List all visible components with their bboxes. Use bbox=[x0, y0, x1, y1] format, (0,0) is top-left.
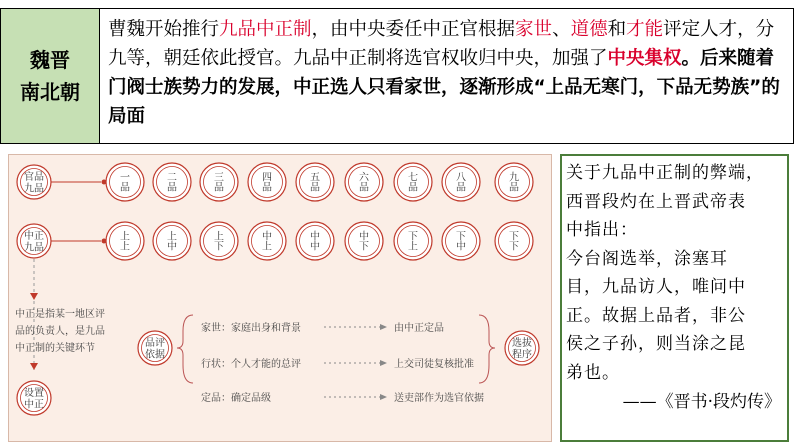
arrow-head bbox=[30, 293, 38, 300]
note-line: 中正是指某一地区评 bbox=[15, 309, 105, 320]
official-rank-label: 一 bbox=[120, 172, 130, 184]
quote-line: 中指出： bbox=[566, 220, 638, 240]
summary-table bbox=[0, 8, 794, 144]
official-rank-label: 品 bbox=[408, 182, 418, 194]
official-rank-label: 九 bbox=[509, 172, 519, 184]
official-rank-label: 七 bbox=[408, 172, 418, 184]
criteria-text: 家世：家庭出身和背景 bbox=[201, 323, 301, 334]
step-text: 上交司徒复核批准 bbox=[394, 359, 474, 370]
official-rank-label: 四 bbox=[262, 172, 272, 184]
quote-line: 正。故据上品者，非公 bbox=[566, 305, 746, 326]
text-segment: 和 bbox=[607, 19, 627, 40]
set-zhongzheng-label: 中正 bbox=[24, 399, 44, 411]
official-rank-label: 品 bbox=[456, 182, 466, 194]
note-line: 中正制的关键环节 bbox=[15, 343, 95, 354]
criteria-arrow bbox=[380, 394, 387, 400]
left-brace bbox=[177, 315, 193, 383]
zhongzheng-rank-label: 中 bbox=[262, 231, 272, 243]
text-segment: 评定人才，分九等，朝廷依此授官。九品中正制将选官权收归中央，加强了 bbox=[108, 19, 775, 69]
zhongzheng-rank-label: 中 bbox=[359, 231, 369, 243]
official-rank-label: 品 bbox=[120, 182, 130, 194]
set-zhongzheng-label: 设置 bbox=[24, 387, 44, 399]
quote-line: 关于九品中正制的弊端， bbox=[566, 163, 764, 183]
row2-header-label: 九品 bbox=[24, 242, 44, 254]
zhongzheng-rank-label: 上 bbox=[120, 231, 130, 243]
official-rank-label: 品 bbox=[359, 182, 369, 194]
zhongzheng-rank-label: 中 bbox=[310, 241, 320, 253]
zhongzheng-rank-label: 下 bbox=[214, 241, 224, 253]
official-rank-label: 品 bbox=[214, 182, 224, 194]
row2-header-label: 中正 bbox=[24, 230, 44, 242]
zhongzheng-rank-label: 中 bbox=[167, 241, 177, 253]
select-procedure-label: 选拔 bbox=[512, 337, 532, 349]
official-rank-label: 五 bbox=[310, 172, 320, 184]
highlight-term: 才能 bbox=[626, 19, 664, 40]
eval-basis-label: 依据 bbox=[145, 349, 165, 361]
row1-header-label: 官品 bbox=[24, 171, 44, 183]
quote-source: ——《晋书·段灼传》 bbox=[622, 392, 781, 412]
right-brace bbox=[479, 315, 495, 383]
quote-box bbox=[560, 154, 789, 442]
quote-text bbox=[566, 159, 783, 387]
official-rank-label: 八 bbox=[456, 172, 466, 184]
step-text: 由中正定品 bbox=[394, 323, 444, 334]
quote-line: 西晋段灼在上晋武帝表 bbox=[566, 191, 746, 212]
zhongzheng-rank-label: 下 bbox=[456, 231, 466, 243]
highlight-term: 道德 bbox=[570, 19, 608, 40]
criteria-text: 定品：确定品级 bbox=[201, 393, 271, 404]
diagram-canvas bbox=[9, 155, 553, 443]
select-procedure-label: 程序 bbox=[512, 349, 532, 361]
highlight-term: 中央集权 bbox=[607, 48, 682, 69]
official-rank-label: 六 bbox=[359, 172, 369, 184]
zhongzheng-rank-label: 上 bbox=[214, 231, 224, 243]
zhongzheng-rank-label: 中 bbox=[310, 231, 320, 243]
step-text: 送吏部作为选官依据 bbox=[394, 393, 484, 404]
text-segment: ，由中央委任中正官根据 bbox=[311, 19, 516, 40]
highlight-term: 九品中正制 bbox=[219, 19, 312, 40]
zhongzheng-rank-label: 下 bbox=[509, 241, 519, 253]
criteria-arrow bbox=[380, 360, 387, 366]
zhongzheng-rank-label: 上 bbox=[120, 241, 130, 253]
highlight-term: 家世 bbox=[515, 19, 553, 40]
zhongzheng-rank-label: 下 bbox=[408, 231, 418, 243]
zhongzheng-rank-label: 上 bbox=[262, 241, 272, 253]
arrow-head-2 bbox=[30, 363, 38, 370]
period-line1: 魏晋 bbox=[30, 48, 70, 72]
period-line2: 南北朝 bbox=[20, 80, 80, 104]
criteria-text: 行状：个人才能的总评 bbox=[201, 359, 301, 370]
nine-rank-diagram bbox=[8, 154, 552, 442]
quote-line: 目，九品访人，唯问中 bbox=[566, 277, 746, 297]
period-label bbox=[20, 44, 80, 108]
quote-line: 侯之子孙，则当涂之昆 bbox=[566, 334, 746, 354]
row1-header-label: 九品 bbox=[24, 183, 44, 195]
text-segment: 。后来随着门阀士族势力的发展，中正选人只看家世，逐渐形成“上品无寒门，下品无势族”的局面 bbox=[108, 48, 780, 127]
description-cell bbox=[100, 8, 794, 144]
text-segment: 、 bbox=[552, 19, 571, 40]
criteria-arrow bbox=[380, 324, 387, 330]
quote-line: 弟也。 bbox=[566, 362, 620, 383]
official-rank-label: 二 bbox=[167, 172, 177, 184]
zhongzheng-rank-label: 上 bbox=[167, 231, 177, 243]
official-rank-label: 品 bbox=[262, 182, 272, 194]
zhongzheng-rank-label: 上 bbox=[408, 241, 418, 253]
zhongzheng-rank-label: 下 bbox=[509, 231, 519, 243]
note-line: 品的负责人，是九品 bbox=[15, 326, 105, 337]
zhongzheng-rank-label: 下 bbox=[359, 241, 369, 253]
period-cell bbox=[0, 8, 100, 144]
text-segment: 曹魏开始推行 bbox=[108, 19, 220, 40]
official-rank-label: 品 bbox=[167, 182, 177, 194]
official-rank-label: 品 bbox=[509, 182, 519, 194]
official-rank-label: 三 bbox=[214, 172, 224, 184]
eval-basis-label: 品评 bbox=[145, 337, 165, 349]
official-rank-label: 品 bbox=[310, 182, 320, 194]
quote-line: 今台阁选举，涂塞耳 bbox=[566, 248, 728, 269]
zhongzheng-rank-label: 中 bbox=[456, 241, 466, 253]
